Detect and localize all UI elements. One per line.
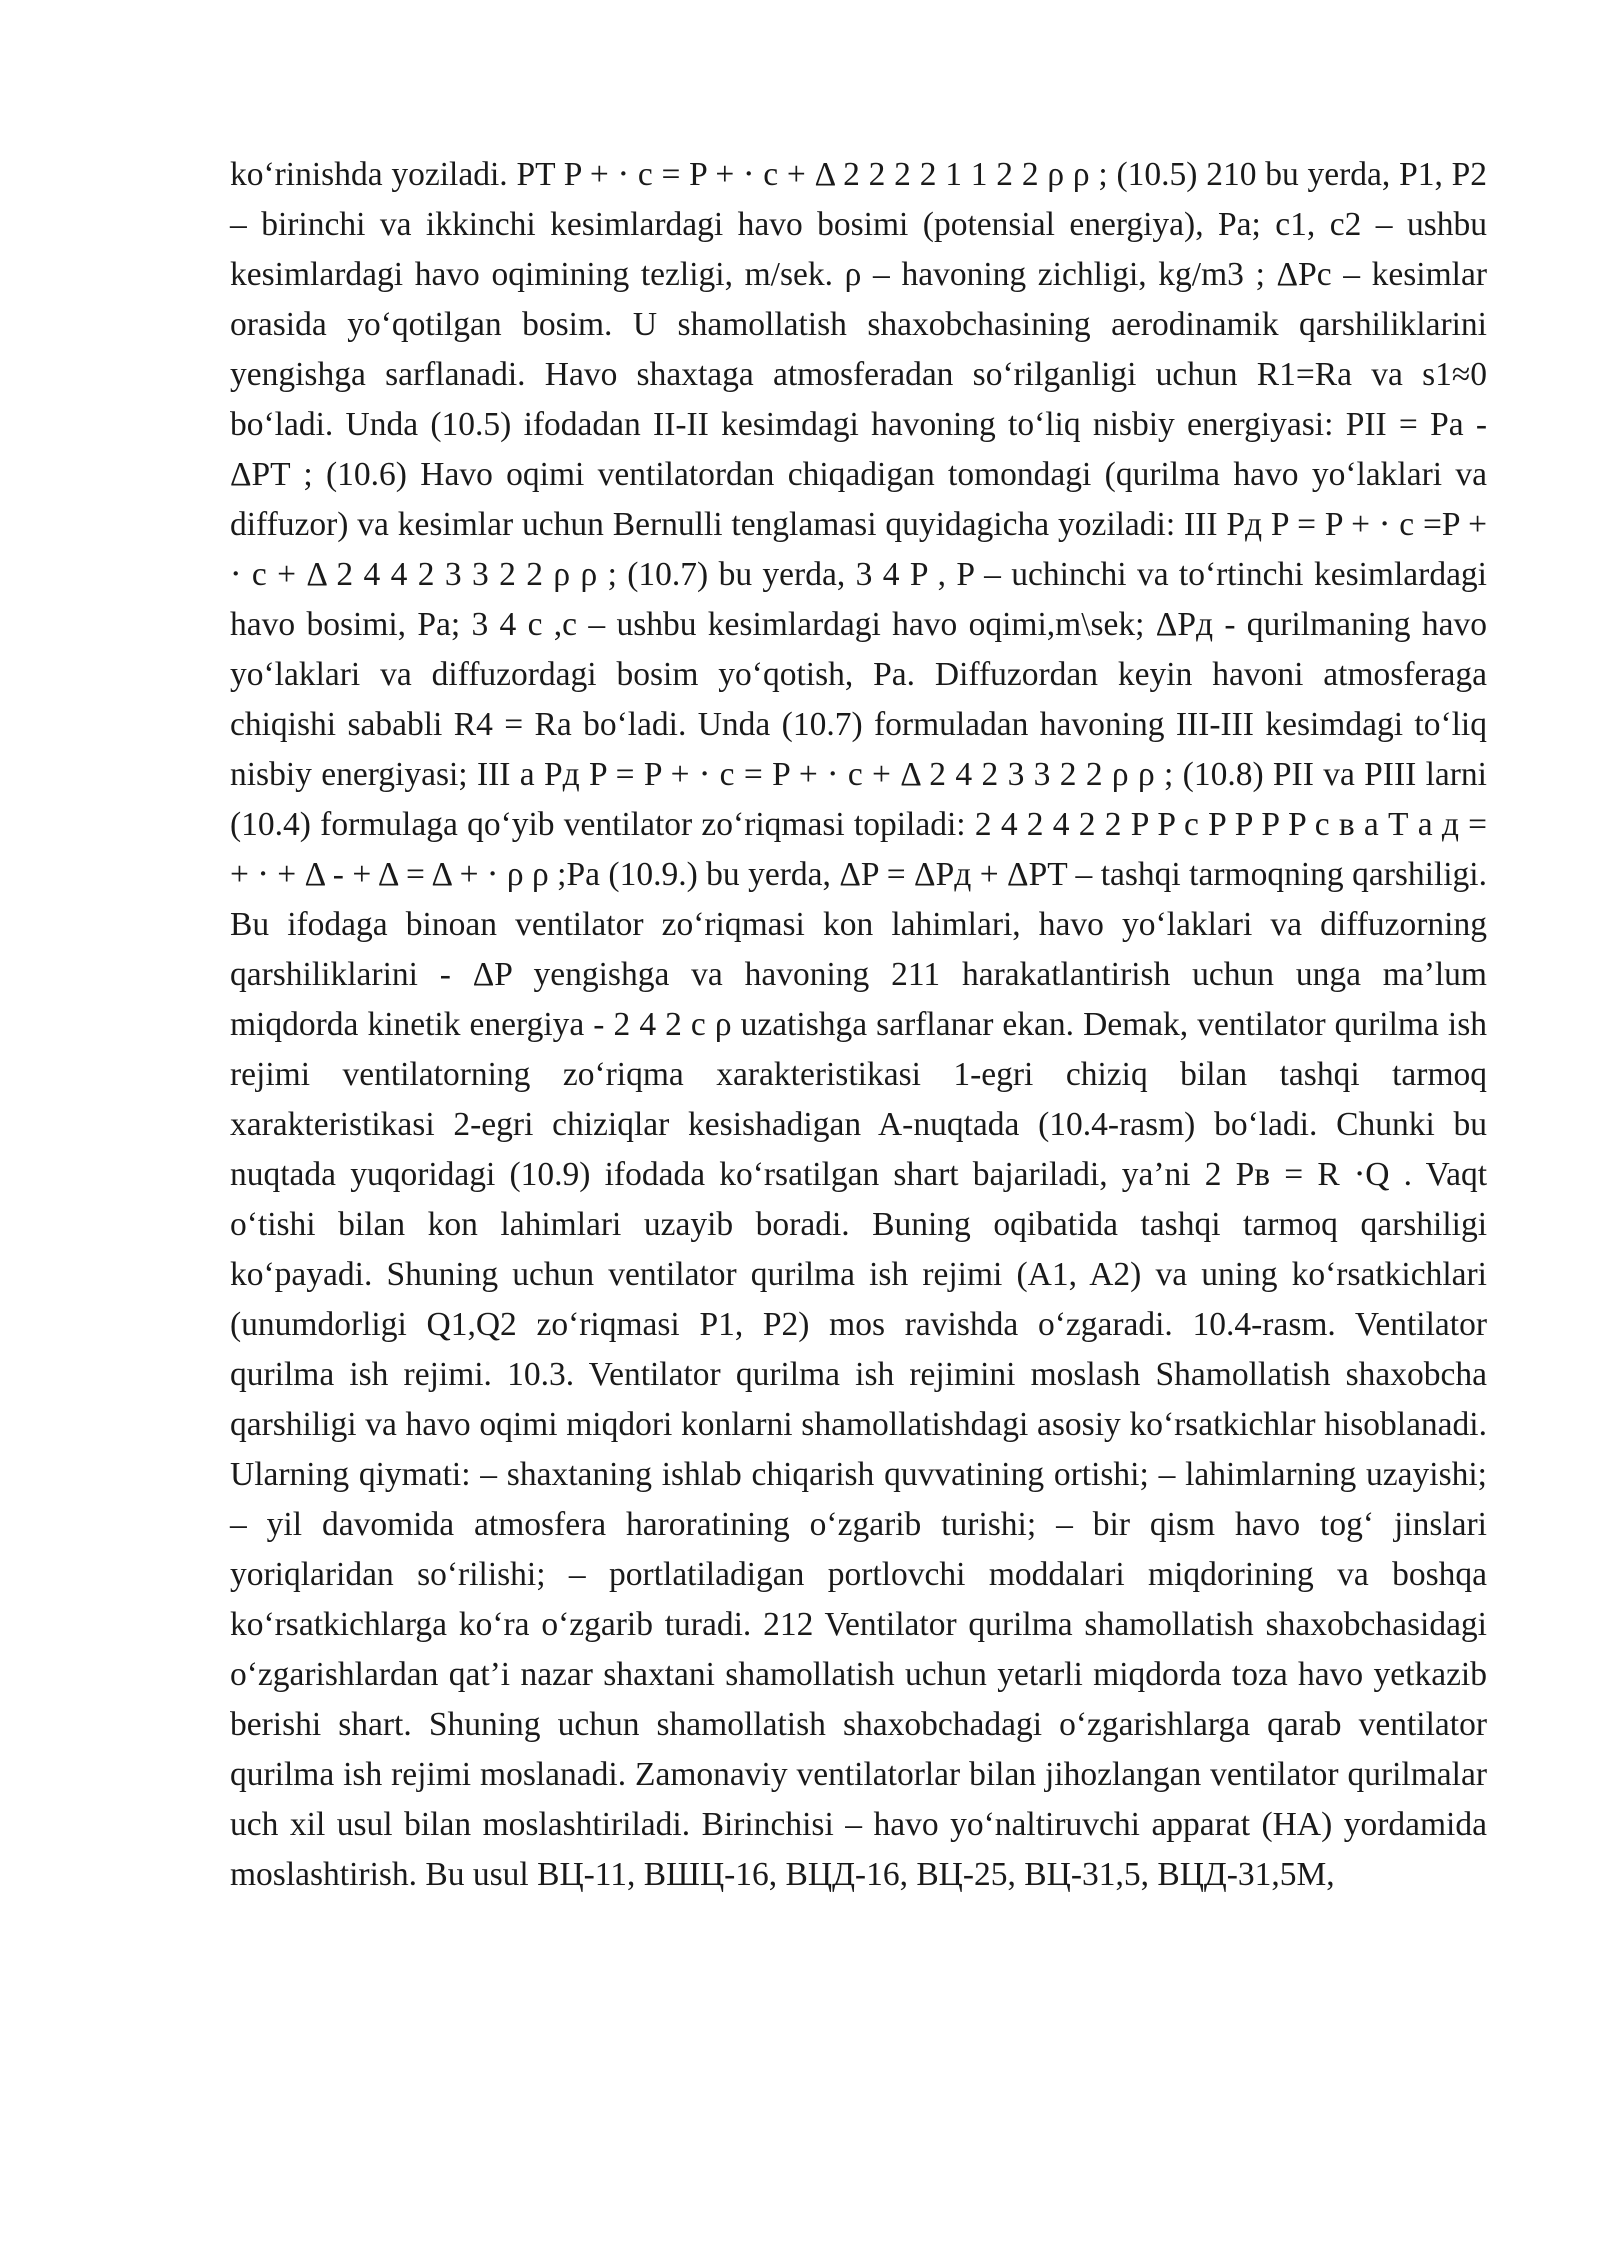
body-paragraph: ko‘rinishda yoziladi. PT P + ⋅ c = P + ⋅ c + Δ 2 2 2 2 1 1 2 2 ρ ρ ; (10.5) 210 bu yerda, P1, P2 – birinchi va ikkinchi kesimlardagi havo bosimi (potensial energiya), Pa; c1, c2 – ushbu kesimlardagi havo oqimining tezligi, m/sek. ρ – havoning zichligi, kg/m3 ; ΔPc – kesimlar orasida yo‘qotilgan bosim. U shamollatish shaxobchasining aerodinamik qarshiliklarini yengishga sarflanadi. Havo shaxtaga atmosferadan so‘rilganligi uchun R1=Ra va s1≈0 bo‘ladi. Unda (10.5) ifodadan II-II kesimdagi havoning to‘liq nisbiy energiyasi: PII = Pa - ΔPT ; (10.6) Havo oqimi ventilatordan chiqadigan tomondagi (qurilma havo yo‘laklari va diffuzor) va kesimlar uchun Bernulli tenglamasi quyidagicha yoziladi: III Pд P = P + ⋅ c =P + ⋅ c + Δ 2 4 4 2 3 3 2 2 ρ ρ ; (10.7) bu yerda, 3 4 P , P – uchinchi va to‘rtinchi kesimlardagi havo bosimi, Pa; 3 4 c ,c – ushbu kesimlardagi havo oqimi,m\sek; ΔPд - qurilmaning havo yo‘laklari va diffuzordagi bosim yo‘qotish, Pa. Diffuzordan keyin havoni atmosferaga chiqishi sababli R4 = Ra bo‘ladi. Unda (10.7) formuladan havoning III-III kesimdagi to‘liq nisbiy energiyasi; III a Pд P = P + ⋅ c = P + ⋅ c + Δ 2 4 2 3 3 2 2 ρ ρ ; (10.8) PII va PIII larni (10.4) formulaga qo‘yib ventilator zo‘riqmasi topiladi: 2 4 2 4 2 2 P P c P P P P c в а Т а д = + ⋅ + Δ - + Δ = Δ + ⋅ ρ ρ ;Pa (10.9.) bu yerda, ΔP = ΔPд + ΔPT – tashqi tarmoqning qarshiligi. Bu ifodaga binoan ventilator zo‘riqmasi kon lahimlari, havo yo‘laklari va diffuzorning qarshiliklarini - ΔP yengishga va havoning 211 harakatlantirish uchun unga ma’lum miqdorda kinetik energiya - 2 4 2 c ρ uzatishga sarflanar ekan. Demak, ventilator qurilma ish rejimi ventilatorning zo‘riqma xarakteristikasi 1-egri chiziq bilan tashqi tarmoq xarakteristikasi 2-egri chiziqlar kesishadigan A-nuqtada (10.4-rasm) bo‘ladi. Chunki bu nuqtada yuqoridagi (10.9) ifodada ko‘rsatilgan shart bajariladi, ya’ni 2 Pв = R ⋅Q . Vaqt o‘tishi bilan kon lahimlari uzayib boradi. Buning oqibatida tashqi tarmoq qarshiligi ko‘payadi. Shuning uchun ventilator qurilma ish rejimi (A1, A2) va uning ko‘rsatkichlari (unumdorligi Q1,Q2 zo‘riqmasi P1, P2) mos ravishda o‘zgaradi. 10.4-rasm. Ventilator qurilma ish rejimi. 10.3. Ventilator qurilma ish rejimini moslash Shamollatish shaxobcha qarshiligi va havo oqimi miqdori konlarni shamollatishdagi asosiy ko‘rsatkichlar hisoblanadi. Ularning qiymati: – shaxtaning ishlab chiqarish quvvatining ortishi; – lahimlarning uzayishi; – yil davomida atmosfera haroratining o‘zgarib turishi; – bir qism havo tog‘ jinslari yoriqlaridan so‘rilishi; – portlatiladigan portlovchi moddalari miqdorining va boshqa ko‘rsatkichlarga ko‘ra o‘zgarib turadi. 212 Ventilator qurilma shamollatish shaxobchasidagi o‘zgarishlardan qat’i nazar shaxtani shamollatish uchun yetarli miqdorda toza havo yetkazib berishi shart. Shuning uchun shamollatish shaxobchadagi o‘zgarishlarga qarab ventilator qurilma ish rejimi moslanadi. Zamonaviy ventilatorlar bilan jihozlangan ventilator qurilmalar uch xil usul bilan moslashtiriladi. Birinchisi – havo yo‘naltiruvchi apparat (HA) yordamida moslashtirish. Bu usul ВЦ-11, ВШЦ-16, ВЦД-16, ВЦ-25, ВЦ-31,5, ВЦД-31,5М, bbox=[230, 156, 1487, 1893]
